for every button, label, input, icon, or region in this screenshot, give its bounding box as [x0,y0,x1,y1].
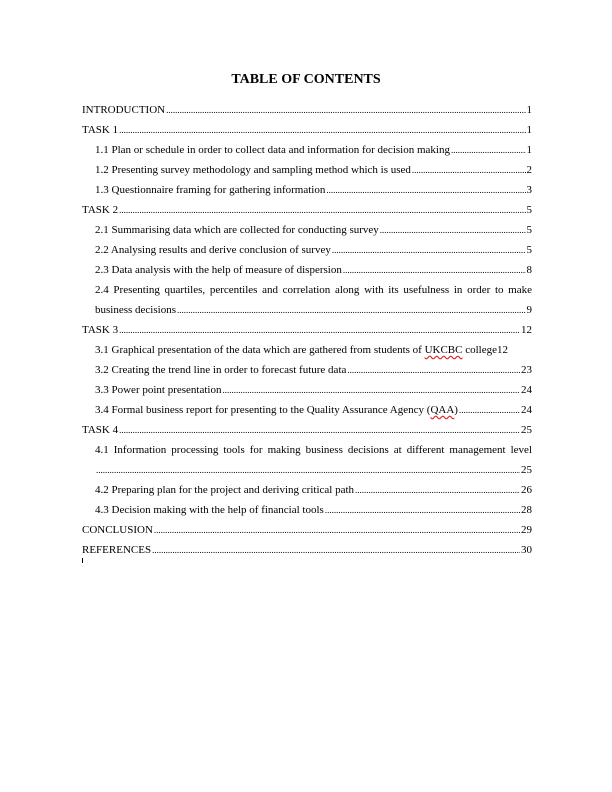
toc-entry-page: 12 [521,324,532,336]
toc-entry-3-3[interactable] [82,380,532,400]
toc-entry-task-3[interactable] [82,320,532,340]
toc-entry-label: TASK 1 [82,124,119,136]
toc-entry-4-1[interactable] [82,460,532,480]
toc-entry-label: 1.2 Presenting survey methodology and sampling method which is used [95,164,411,176]
dot-leader [154,520,520,540]
toc-entry-page: 5 [526,224,532,236]
dot-leader [119,200,525,220]
toc-entry-page: 30 [521,544,532,556]
dot-leader [119,420,520,440]
table-of-contents [82,100,532,560]
toc-entry-1-1[interactable] [82,140,532,160]
dot-leader [119,120,525,140]
toc-entry-3-2[interactable] [82,360,532,380]
label-part: ) [454,404,458,416]
dot-leader [451,140,526,160]
dot-leader [152,540,520,560]
toc-entry-label [95,400,458,420]
toc-entry-page: 28 [521,504,532,516]
toc-entry-label: TASK 4 [82,424,119,436]
dot-leader [96,460,520,480]
toc-entry-2-2[interactable] [82,240,532,260]
toc-entry-label: 3.3 Power point presentation [95,384,222,396]
toc-entry-page: 1 [526,124,532,136]
dot-leader [119,320,520,340]
toc-entry-label: 3.2 Creating the trend line in order to forecast future data [95,364,347,376]
toc-entry-1-2[interactable] [82,160,532,180]
toc-entry-label: 2.3 Data analysis with the help of measure of dispersion [95,264,342,276]
label-part: 3.4 Formal business report for presenting to the Quality Assurance Agency ( [95,404,431,416]
label-part: 3.1 Graphical presentation of the data which are gathered from students of [95,344,425,356]
toc-entry-page: 12 [497,344,508,356]
dot-leader [332,240,526,260]
toc-entry-page: 25 [521,424,532,436]
toc-entry-2-1[interactable] [82,220,532,240]
dot-leader [347,360,520,380]
dot-leader [326,180,525,200]
toc-entry-task-4[interactable] [82,420,532,440]
toc-entry-page: 24 [521,404,532,416]
toc-entry-2-4-line1[interactable]: 2.4 Presenting quartiles, percentiles and correlation along with its usefulness in order to make [95,284,532,296]
label-part: college [462,344,497,356]
dot-leader [343,260,526,280]
toc-entry-page: 3 [526,184,532,196]
toc-entry-1-3[interactable] [82,180,532,200]
dot-leader [412,160,526,180]
toc-entry-3-4[interactable] [82,400,532,420]
toc-entry-page: 23 [521,364,532,376]
toc-entry-task-2[interactable] [82,200,532,220]
toc-entry-3-1[interactable] [82,340,532,360]
dot-leader [380,220,526,240]
toc-entry-page: 2 [526,164,532,176]
toc-entry-label: 2.2 Analysing results and derive conclusion of survey [95,244,331,256]
spellcheck-flag: QAA [430,404,455,416]
toc-entry-4-3[interactable] [82,500,532,520]
spellcheck-flag: UKCBC [424,344,463,356]
dot-leader [355,480,520,500]
toc-entry-label: REFERENCES [82,544,152,556]
toc-entry-label: business decisions [95,304,176,316]
toc-entry-label: 4.3 Decision making with the help of financial tools [95,504,324,516]
toc-entry-4-1-line1[interactable]: 4.1 Information processing tools for making business decisions at different management level [95,444,532,456]
toc-entry-page: 5 [526,244,532,256]
toc-entry-page: 25 [521,464,532,476]
toc-entry-conclusion[interactable] [82,520,532,540]
toc-entry-2-3[interactable] [82,260,532,280]
toc-entry-page: 5 [526,204,532,216]
page-title: TABLE OF CONTENTS [231,72,381,87]
dot-leader [325,500,520,520]
toc-entry-page: 24 [521,384,532,396]
dot-leader [459,400,520,420]
toc-entry-label: 4.2 Preparing plan for the project and deriving critical path [95,484,355,496]
toc-entry-label: INTRODUCTION [82,104,166,116]
toc-entry-references[interactable] [82,540,532,560]
toc-entry-label [95,340,497,360]
toc-entry-page: 8 [526,264,532,276]
toc-entry-page: 1 [526,144,532,156]
toc-entry-task-1[interactable] [82,120,532,140]
toc-entry-page: 1 [526,104,532,116]
toc-entry-introduction[interactable] [82,100,532,120]
dot-leader [177,300,526,320]
toc-entry-label: CONCLUSION [82,524,153,536]
toc-entry-label: 2.1 Summarising data which are collected for conducting survey [95,224,379,236]
toc-entry-label: TASK 2 [82,204,119,216]
toc-entry-2-4[interactable] [82,300,532,320]
dot-leader [166,100,525,120]
toc-entry-4-2[interactable] [82,480,532,500]
toc-entry-page: 26 [521,484,532,496]
toc-entry-label: 1.3 Questionnaire framing for gathering information [95,184,326,196]
dot-leader [222,380,520,400]
toc-entry-page: 9 [526,304,532,316]
toc-entry-label: 1.1 Plan or schedule in order to collect data and information for decision making [95,144,450,156]
text-cursor [82,558,83,563]
toc-entry-page: 29 [521,524,532,536]
toc-entry-label: TASK 3 [82,324,119,336]
